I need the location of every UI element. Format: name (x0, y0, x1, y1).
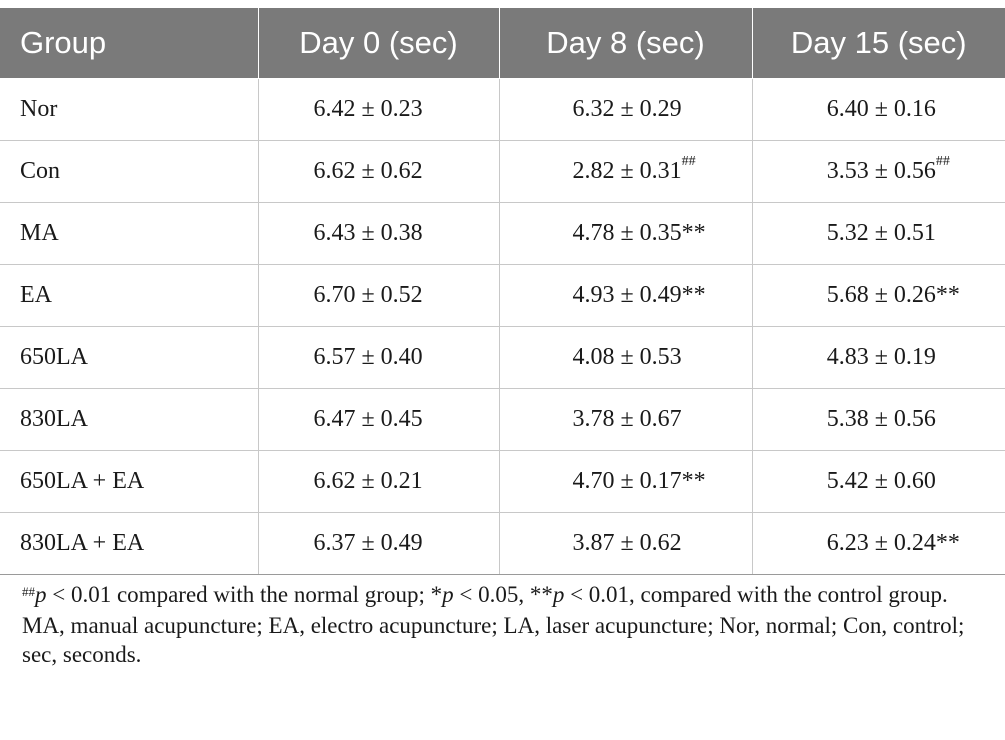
cell-day8-value (573, 468, 723, 495)
table-row (0, 451, 1005, 513)
cell-day15-value (827, 406, 977, 433)
cell-day15-text: 6.23 ± 0.24** (826, 530, 960, 556)
table-row (0, 389, 1005, 451)
cell-day15-value (827, 344, 977, 371)
cell-group: EA (0, 265, 258, 327)
footnote-text-3: < 0.01, compared with the control group. (564, 582, 948, 607)
cell-day15-value (827, 220, 977, 247)
cell-day0-value (314, 282, 464, 309)
p-symbol: p (35, 582, 47, 607)
cell-group: 830LA (0, 389, 258, 451)
cell-day0-text: 6.62 ± 0.62 (313, 158, 423, 184)
cell-day15-value (827, 282, 977, 309)
cell-day15-text: 5.38 ± 0.56 (826, 406, 936, 432)
cell-day8-text: 3.87 ± 0.62 (572, 530, 682, 556)
table-header (0, 8, 1005, 79)
cell-day15 (752, 203, 1005, 265)
cell-day15 (752, 141, 1005, 203)
cell-day8 (499, 265, 752, 327)
table-row (0, 513, 1005, 575)
header-row (0, 8, 1005, 79)
cell-group: MA (0, 203, 258, 265)
table-row (0, 79, 1005, 141)
table-row (0, 203, 1005, 265)
cell-day0 (258, 141, 499, 203)
cell-day8 (499, 513, 752, 575)
cell-day8-text: 4.78 ± 0.35** (572, 220, 706, 246)
cell-day15 (752, 327, 1005, 389)
cell-day0-text: 6.42 ± 0.23 (313, 96, 423, 122)
significance-mark: ## (935, 154, 950, 169)
cell-day15 (752, 389, 1005, 451)
cell-group: 650LA (0, 327, 258, 389)
footnote-significance (22, 580, 997, 609)
cell-day15-value (827, 96, 977, 123)
results-table (0, 8, 1005, 575)
cell-day8 (499, 389, 752, 451)
cell-day0-value (314, 344, 464, 371)
cell-day15-text: 5.68 ± 0.26** (826, 282, 960, 308)
cell-day0-text: 6.47 ± 0.45 (313, 406, 423, 432)
cell-group: 650LA + EA (0, 451, 258, 513)
cell-day15 (752, 513, 1005, 575)
cell-day0-value (314, 530, 464, 557)
cell-day15-text: 5.42 ± 0.60 (826, 468, 936, 494)
cell-day0-value (314, 96, 464, 123)
cell-day0-text: 6.70 ± 0.52 (313, 282, 423, 308)
p-symbol: p (442, 582, 454, 607)
table-body (0, 79, 1005, 575)
cell-day8-value (573, 406, 723, 433)
cell-day15-text: 3.53 ± 0.56 (826, 158, 936, 184)
table-row (0, 265, 1005, 327)
cell-day8-text: 3.78 ± 0.67 (572, 406, 682, 432)
cell-day8-value (573, 220, 723, 247)
cell-day0 (258, 389, 499, 451)
cell-day8-text: 6.32 ± 0.29 (572, 96, 682, 122)
cell-day0 (258, 203, 499, 265)
cell-day8 (499, 327, 752, 389)
header-day15: Day 15 (sec) (752, 8, 1005, 79)
cell-day8 (499, 203, 752, 265)
cell-day0-value (314, 468, 464, 495)
cell-day0-text: 6.62 ± 0.21 (313, 468, 423, 494)
cell-day8-value (573, 282, 723, 309)
cell-day15 (752, 79, 1005, 141)
table-footnotes (22, 580, 997, 671)
cell-day0 (258, 513, 499, 575)
p-symbol: p (552, 582, 565, 607)
footnote-abbreviations: MA, manual acupuncture; EA, electro acupuncture; LA, laser acupuncture; Nor, normal; Con, control; sec, seconds. (22, 613, 965, 667)
cell-day8-text: 4.08 ± 0.53 (572, 344, 682, 370)
cell-day15-text: 6.40 ± 0.16 (826, 96, 936, 122)
cell-day8 (499, 79, 752, 141)
cell-day15-text: 4.83 ± 0.19 (826, 344, 936, 370)
cell-day0-value (314, 220, 464, 247)
table-row (0, 327, 1005, 389)
cell-day15-text: 5.32 ± 0.51 (826, 220, 936, 246)
footnote-text-1: < 0.01 compared with the normal group; * (46, 582, 443, 607)
cell-group: 830LA + EA (0, 513, 258, 575)
cell-day0-text: 6.37 ± 0.49 (313, 530, 423, 556)
cell-day8-text: 2.82 ± 0.31 (572, 158, 682, 184)
cell-day8-text: 4.93 ± 0.49** (572, 282, 706, 308)
cell-day8-text: 4.70 ± 0.17** (572, 468, 706, 494)
cell-day0 (258, 79, 499, 141)
cell-day15 (752, 265, 1005, 327)
cell-day15-value (826, 154, 977, 185)
cell-day0-text: 6.57 ± 0.40 (313, 344, 423, 370)
cell-day8-value (573, 344, 723, 371)
cell-day8-value (572, 154, 723, 185)
header-day0: Day 0 (sec) (258, 8, 499, 79)
cell-day15-value (827, 468, 977, 495)
cell-day8-value (573, 96, 723, 123)
cell-day0-value (314, 406, 464, 433)
cell-day0 (258, 327, 499, 389)
cell-day8-value (573, 530, 723, 557)
footnote-text-2: < 0.05, ** (453, 582, 553, 607)
cell-day15 (752, 451, 1005, 513)
header-day8: Day 8 (sec) (499, 8, 752, 79)
significance-mark: ## (681, 154, 696, 169)
table-row (0, 141, 1005, 203)
cell-day0-value (314, 158, 464, 185)
header-group: Group (0, 8, 258, 79)
cell-day8 (499, 451, 752, 513)
cell-day0 (258, 451, 499, 513)
cell-group: Nor (0, 79, 258, 141)
cell-group: Con (0, 141, 258, 203)
cell-day0-text: 6.43 ± 0.38 (313, 220, 423, 246)
cell-day8 (499, 141, 752, 203)
cell-day0 (258, 265, 499, 327)
cell-day15-value (827, 530, 977, 557)
footnote-mark: ## (22, 584, 35, 599)
